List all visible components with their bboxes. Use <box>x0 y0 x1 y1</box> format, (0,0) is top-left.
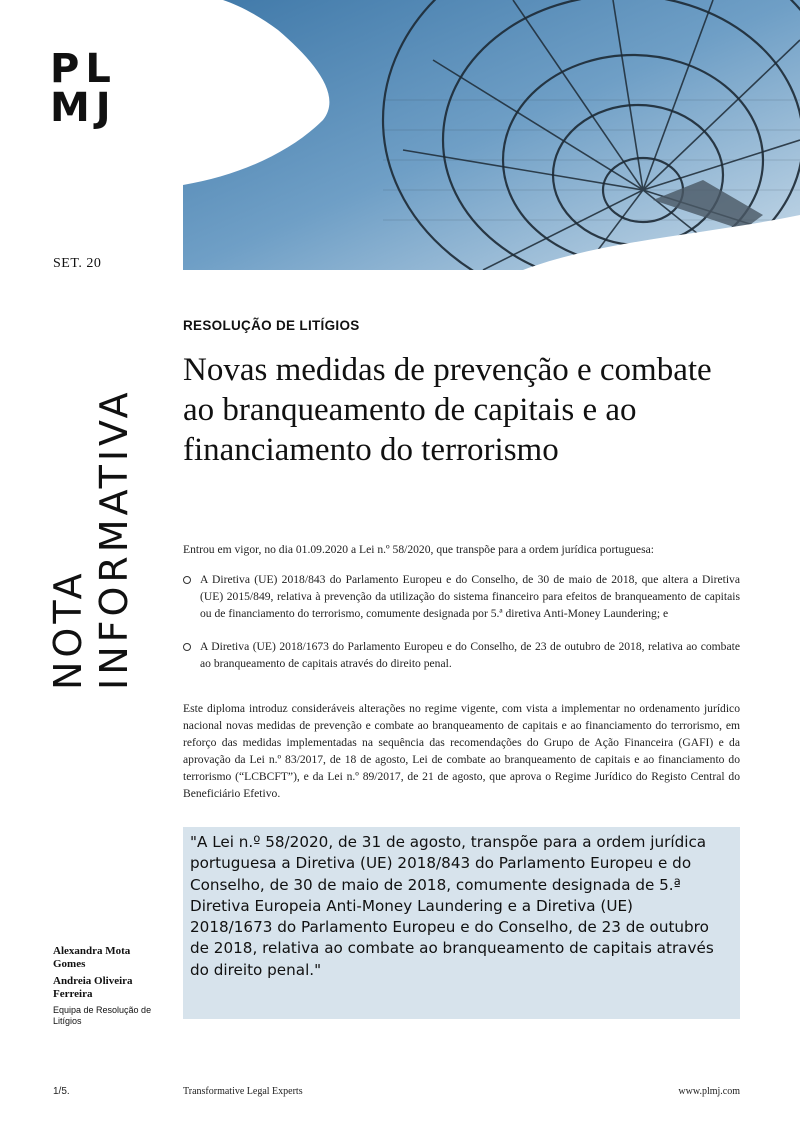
page-title: Novas medidas de prevenção e combate ao branqueamento de capitais e ao financiamento do terrorismo <box>183 352 712 468</box>
author-name: Andreia Oliveira Ferreira <box>53 975 133 1000</box>
website-link[interactable]: www.plmj.com <box>678 1086 740 1097</box>
category-label: RESOLUÇÃO DE LITÍGIOS <box>183 318 360 333</box>
list-item <box>183 638 740 672</box>
logo-line-2: MJ <box>50 85 117 131</box>
circle-bullet-icon <box>183 643 191 651</box>
pull-quote <box>183 827 740 1019</box>
pull-quote-text: "A Lei n.º 58/2020, de 31 de agosto, transpõe para a ordem jurídica portuguesa a Diretiva (UE) 2018/843 do Parlamento Europeu e do Conselho, de 30 de maio de 2018, comumente designada de 5.ª Diretiva Europeia Anti-Money Laundering e a Diretiva (UE) 2018/1673 do Parlamento Europeu e do Conselho, de 23 de outubro de 2018, relativa ao combate ao branqueamento de capitais através do direito penal." <box>190 833 714 979</box>
directive-list <box>183 571 740 688</box>
list-item-text: A Diretiva (UE) 2018/843 do Parlamento Europeu e do Conselho, de 30 de maio de 2018, que altera a Diretiva (UE) 2015/849, relativa à prevenção da utilização do sistema financeiro para efeitos de branqueamento de capitais ou de financiamento do terrorismo, comumente designada por 5.ª diretiva Anti-Money Laundering; e <box>200 573 740 620</box>
logo-line-1: PL <box>50 46 117 92</box>
issue-date: SET. 20 <box>53 256 102 271</box>
footer-tagline: Transformative Legal Experts <box>183 1086 303 1097</box>
authors-block <box>53 945 163 1031</box>
intro-paragraph: Entrou em vigor, no dia 01.09.2020 a Lei n.º 58/2020, que transpõe para a ordem jurídica portuguesa: <box>183 543 654 556</box>
body-paragraph: Este diploma introduz consideráveis alterações no regime vigente, com vista a implementar no ordenamento jurídico nacional novas medidas de prevenção e combate ao branqueamento de capitais e ao financiamento do terrorismo, em reforço das medidas implementadas na sequência das recomendações do Grupo de Ação Financeira (GAFI) e da aprovação da Lei n.º 83/2017, de 18 de agosto, Lei de combate ao branqueamento de capitais e ao financiamento do terrorismo (“LCBCFT”), e da Lei n.º 89/2017, de 21 de agosto, que aprova o Regime Jurídico do Registo Central do Beneficiário Efetivo. <box>183 702 740 800</box>
vertical-label-line-1: NOTA <box>46 569 90 690</box>
vertical-label-line-2: INFORMATIVA <box>92 388 136 690</box>
page-number: 1/5. <box>53 1086 70 1097</box>
circle-bullet-icon <box>183 576 191 584</box>
team-name: Equipa de Resolução de Litígios <box>53 1005 152 1026</box>
satellite-dish-illustration <box>183 0 800 270</box>
list-item <box>183 571 740 622</box>
list-item-text: A Diretiva (UE) 2018/1673 do Parlamento Europeu e do Conselho, de 23 de outubro de 2018, relativa ao combate ao branqueamento de capitais através do direito penal. <box>200 640 740 670</box>
author-name: Alexandra Mota Gomes <box>53 945 131 970</box>
hero-image <box>183 0 800 270</box>
plmj-logo <box>50 46 134 131</box>
vertical-label <box>45 388 137 690</box>
